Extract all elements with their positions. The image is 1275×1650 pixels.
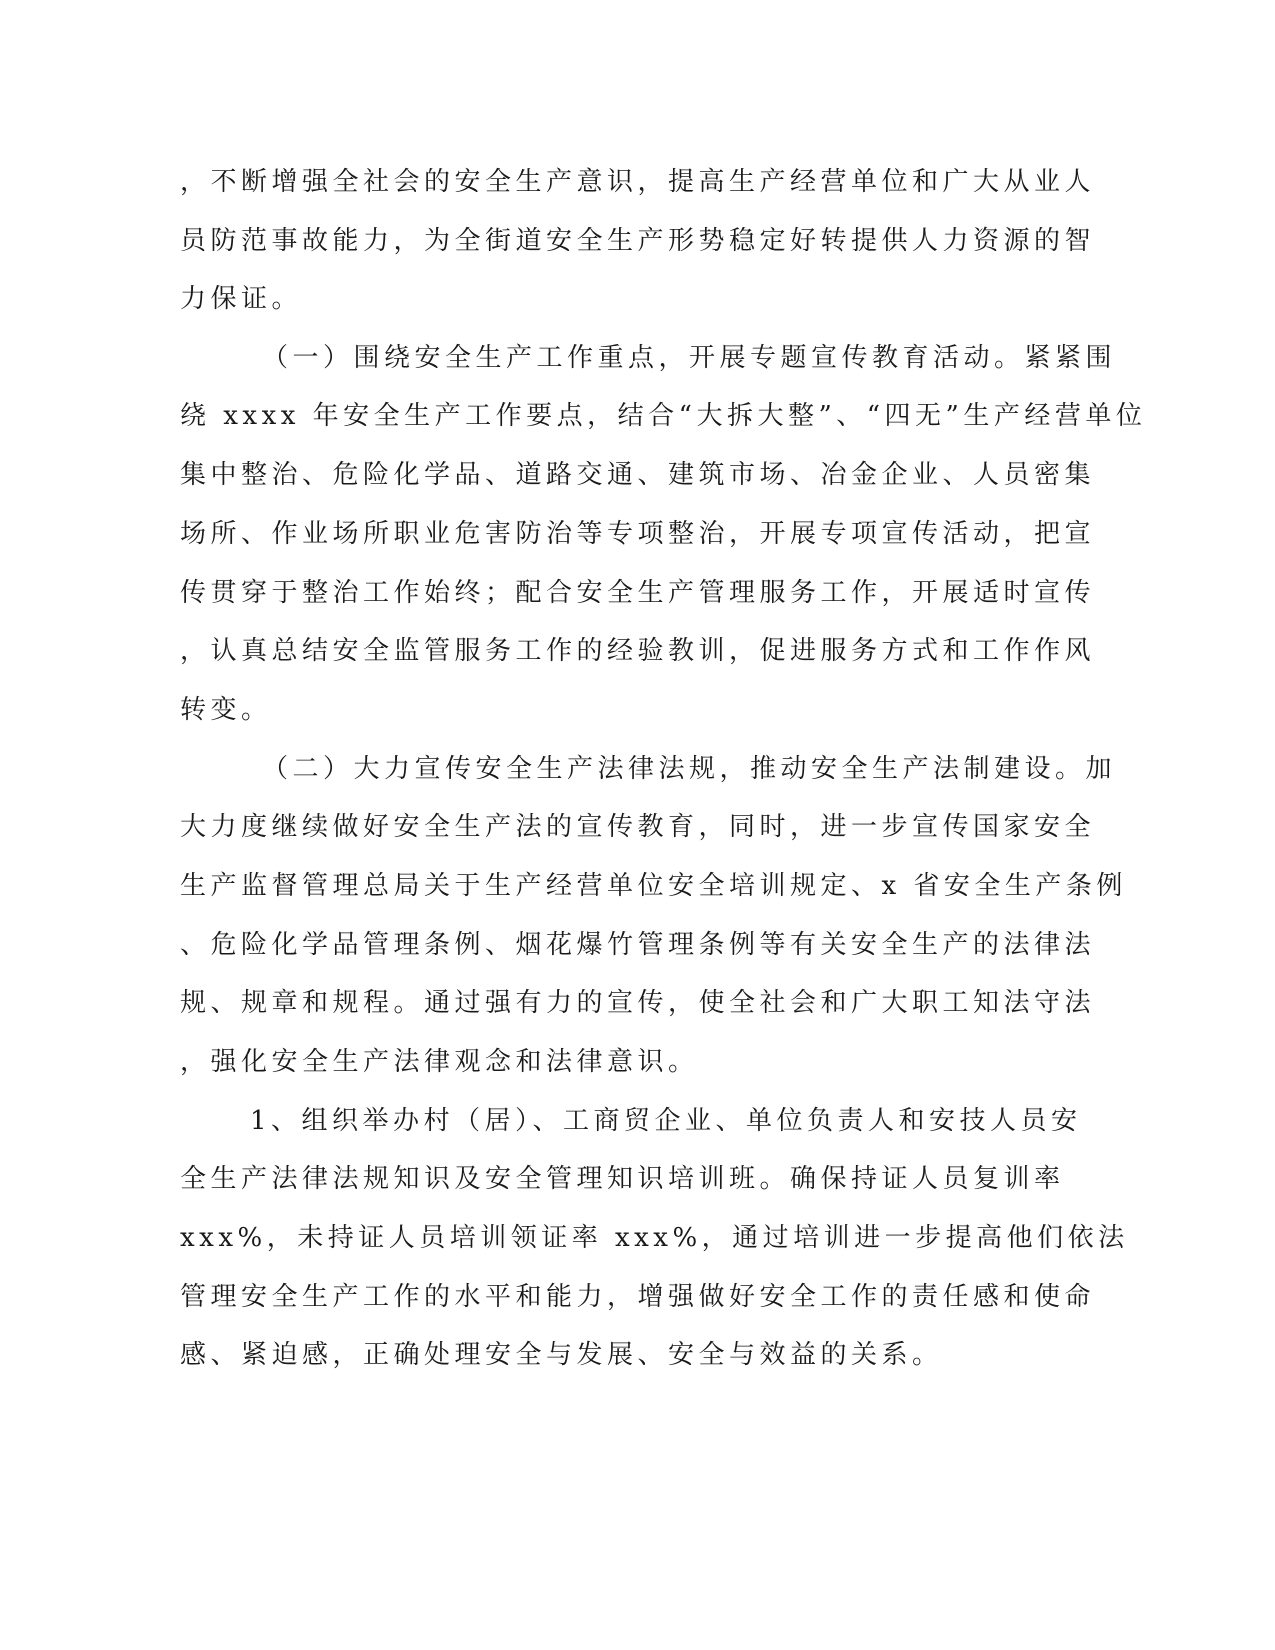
text-line: 全生产法律法规知识及安全管理知识培训班。确保持证人员复训率 [180, 1164, 1065, 1194]
text-line: 大力度继续做好安全生产法的宣传教育，同时，进一步宣传国家安全 [180, 812, 1096, 842]
text-line: ，不断增强全社会的安全生产意识，提高生产经营单位和广大从业人 [180, 167, 1096, 197]
text-line: 传贯穿于整治工作始终；配合安全生产管理服务工作，开展适时宣传 [180, 578, 1096, 608]
text-line: 生产监督管理总局关于生产经营单位安全培训规定、x 省安全生产条例 [180, 871, 1127, 901]
text-line: 规、规章和规程。通过强有力的宣传，使全社会和广大职工知法守法 [180, 988, 1096, 1018]
text-line: ，认真总结安全监管服务工作的经验教训，促进服务方式和工作作风 [180, 636, 1096, 666]
text-line: 场所、作业场所职业危害防治等专项整治，开展专项宣传活动，把宣 [180, 519, 1096, 549]
text-line: 绕 xxxx 年安全生产工作要点，结合“大拆大整”、“四无”生产经营单位 [180, 401, 1147, 431]
text-line: 集中整治、危险化学品、道路交通、建筑市场、冶金企业、人员密集 [180, 460, 1096, 490]
paragraph-heading-2: （二）大力宣传安全生产法律法规，推动安全生产法制建设。加 [262, 754, 1117, 784]
text-line: 转变。 [180, 695, 272, 725]
text-line: ，强化安全生产法律观念和法律意识。 [180, 1047, 699, 1077]
text-line: 力保证。 [180, 284, 303, 314]
text-line: 员防范事故能力，为全街道安全生产形势稳定好转提供人力资源的智 [180, 226, 1096, 256]
paragraph-heading-1: （一）围绕安全生产工作重点，开展专题宣传教育活动。紧紧围 [262, 343, 1117, 373]
text-line: 感、紧迫感，正确处理安全与发展、安全与效益的关系。 [180, 1340, 943, 1370]
text-line: 、危险化学品管理条例、烟花爆竹管理条例等有关安全生产的法律法 [180, 930, 1096, 960]
text-line: 管理安全生产工作的水平和能力，增强做好安全工作的责任感和使命 [180, 1282, 1096, 1312]
numbered-item-1: 1、组织举办村（居）、工商贸企业、单位负责人和安技人员安 [250, 1106, 1082, 1136]
text-line: xxx%，未持证人员培训领证率 xxx%，通过培训进一步提高他们依法 [180, 1223, 1129, 1253]
